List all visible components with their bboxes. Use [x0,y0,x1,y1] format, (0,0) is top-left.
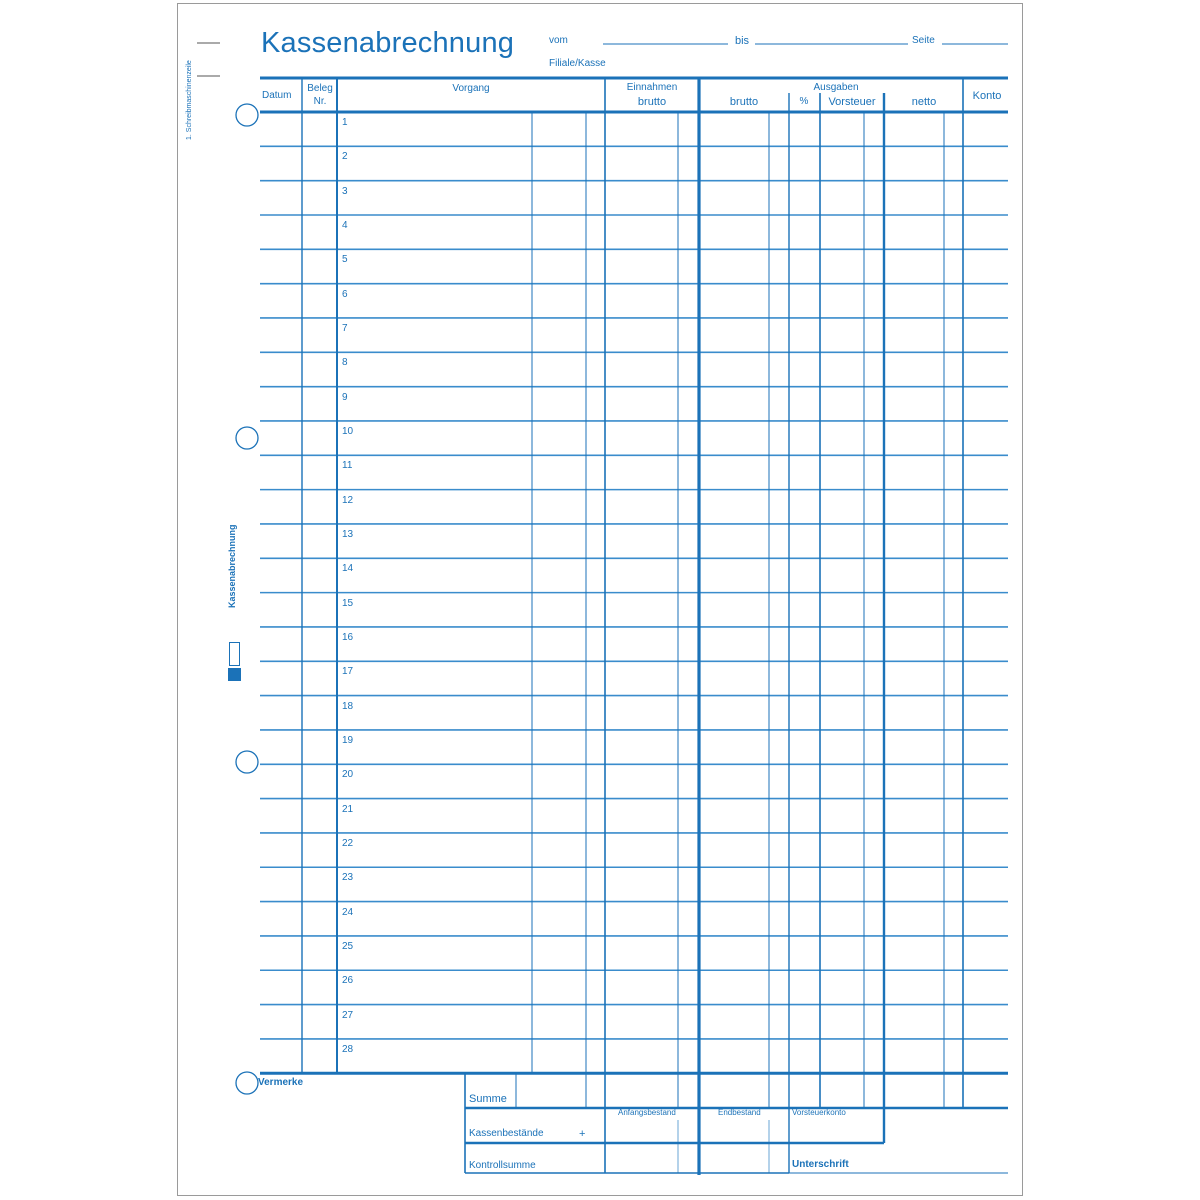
side-title: Kassenabrechnung [227,524,237,608]
row-number: 12 [342,494,354,506]
row-number: 2 [342,151,348,163]
typewriter-line-mark: 1. Schreibmaschinenzeile [186,60,193,140]
row-number: 19 [342,734,354,746]
row-number: 27 [342,1009,354,1021]
header-income-gross: brutto [637,96,667,108]
plus-sign: + [579,1128,586,1140]
from-label: vom [549,35,568,46]
header-exp-gross: brutto [729,96,759,108]
row-number: 17 [342,666,354,678]
header-receipt-nr: Nr. [313,96,327,107]
row-number: 5 [342,254,348,266]
header-account: Konto [972,90,1002,102]
punch-hole-icon [236,1072,258,1094]
page-label: Seite [912,35,935,46]
row-number: 4 [342,219,348,231]
row-number: 28 [342,1043,354,1055]
header-exp-input-tax: Vorsteuer [828,96,876,108]
logo-icon [228,668,241,681]
header-expenses: Ausgaben [813,82,859,93]
sum-label: Summe [469,1093,507,1105]
header-exp-net: netto [911,96,937,108]
closing-balance-label: Endbestand [718,1108,761,1117]
row-number: 10 [342,425,354,437]
zweckform-logo [228,642,242,682]
row-number: 11 [342,460,353,472]
row-number: 16 [342,631,354,643]
row-number: 26 [342,975,354,987]
row-number: 25 [342,940,354,952]
control-sum-label: Kontrollsumme [469,1160,536,1171]
row-number: 13 [342,528,354,540]
row-number: 8 [342,357,348,369]
row-number: 1 [342,117,348,128]
row-number: 18 [342,700,354,712]
row-number: 20 [342,769,354,781]
opening-balance-label: Anfangsbestand [618,1108,676,1117]
branch-label: Filiale/Kasse [549,58,606,69]
header-receipt: Beleg [307,83,333,94]
signature-label: Unterschrift [792,1159,849,1170]
form-title: Kassenabrechnung [261,27,515,59]
row-number: 9 [342,391,348,403]
row-number: 24 [342,906,354,918]
row-number: 21 [342,803,354,815]
input-tax-account-label: Vorsteuerkonto [792,1108,846,1117]
notes-label: Vermerke [258,1077,304,1088]
row-number: 14 [342,563,354,575]
row-number: 3 [342,185,348,197]
header-income: Einnahmen [626,82,678,93]
header-date: Datum [262,90,292,101]
row-number: 22 [342,837,354,849]
punch-hole-icon [236,427,258,449]
punch-hole-icon [236,104,258,126]
punch-hole-icon [236,751,258,773]
row-number: 7 [342,322,348,334]
header-transaction: Vorgang [452,83,490,94]
cash-balances-label: Kassenbestände [469,1128,544,1139]
logo-wordmark-box [229,642,240,666]
row-number: 6 [342,288,348,300]
row-number: 15 [342,597,354,609]
row-number: 23 [342,872,354,884]
to-label: bis [735,35,750,47]
header-exp-percent: % [799,96,809,107]
